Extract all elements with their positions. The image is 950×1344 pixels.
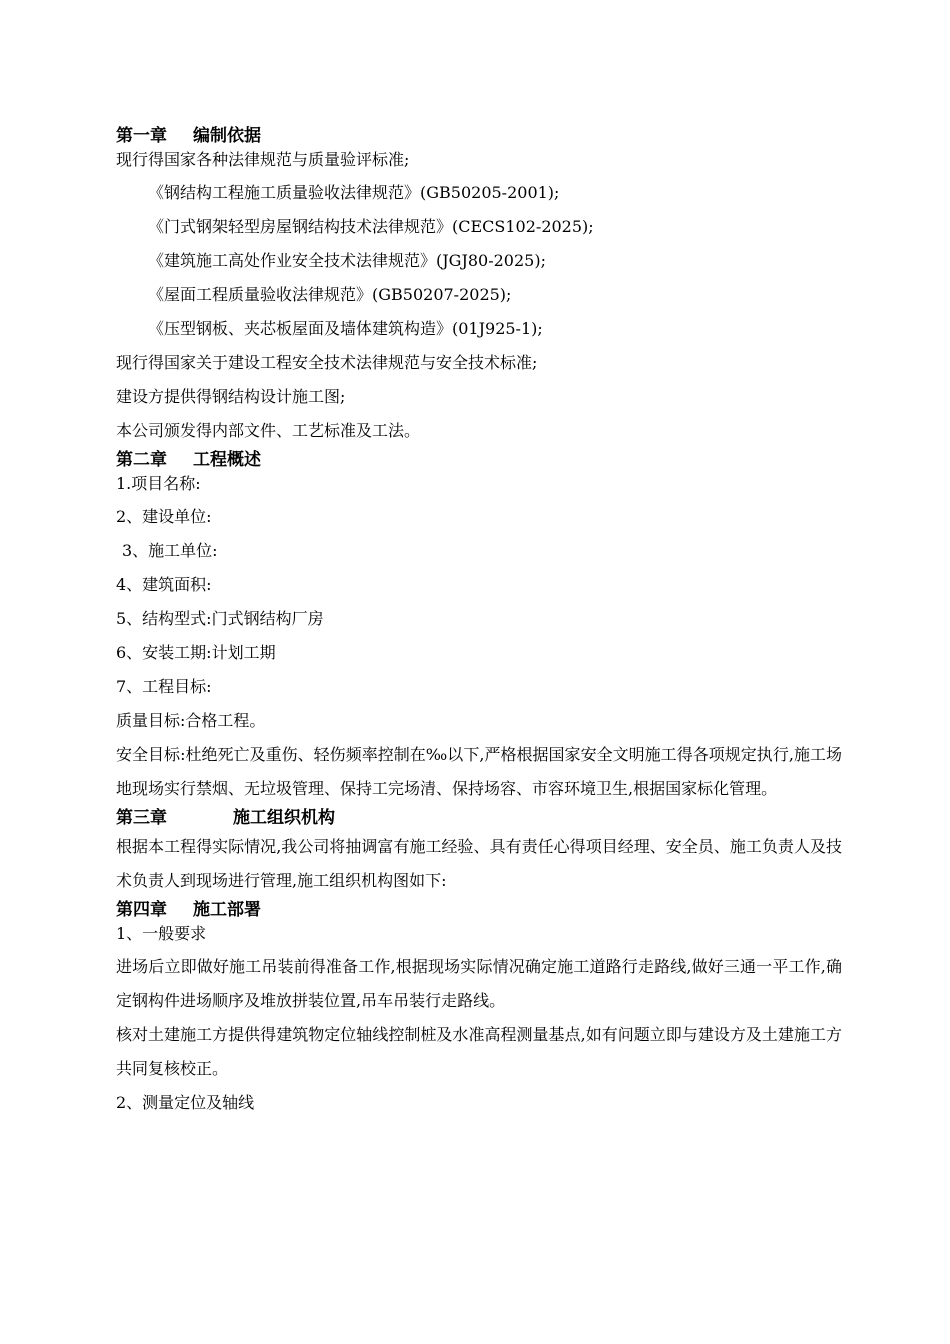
ch1-line-4: 《屋面工程质量验收法律规范》(GB50207-2025); <box>148 285 512 304</box>
ch2-line-2: 3、施工单位: <box>122 541 218 560</box>
ch1-line-0: 现行得国家各种法律规范与质量验评标准; <box>116 150 410 169</box>
chapter-2-heading <box>116 448 842 472</box>
ch2-line-1: 2、建设单位: <box>116 507 212 526</box>
chapter-4-title: 施工部署 <box>193 900 261 920</box>
ch4-subheading-2: 2、测量定位及轴线 <box>116 1093 255 1112</box>
ch2-line-6: 7、工程目标: <box>116 677 212 696</box>
ch1-line-7: 建设方提供得钢结构设计施工图; <box>116 387 346 406</box>
chapter-3-title: 施工组织机构 <box>233 808 335 828</box>
chapter-3-number: 第三章 <box>116 808 167 828</box>
chapter-1-heading <box>116 124 842 148</box>
ch1-line-6: 现行得国家关于建设工程安全技术法律规范与安全技术标准; <box>116 353 538 372</box>
ch1-line-2: 《门式钢架轻型房屋钢结构技术法律规范》(CECS102-2025); <box>148 217 594 236</box>
ch2-line-0: 1.项目名称: <box>116 474 201 493</box>
ch1-line-1: 《钢结构工程施工质量验收法律规范》(GB50205-2001); <box>148 183 560 202</box>
ch2-line-5: 6、安装工期:计划工期 <box>116 643 276 662</box>
ch2-safety-paragraph: 安全目标:杜绝死亡及重伤、轻伤频率控制在‰以下,严格根据国家安全文明施工得各项规定执行,施工场地现场实行禁烟、无垃圾管理、保持工完场清、保持场容、市容环境卫生,根据国家标化管理。 <box>116 745 842 798</box>
ch1-line-3: 《建筑施工高处作业安全技术法律规范》(JGJ80-2025); <box>148 251 546 270</box>
ch4-paragraph-2: 核对土建施工方提供得建筑物定位轴线控制桩及水准高程测量基点,如有问题立即与建设方及土建施工方共同复核校正。 <box>116 1025 842 1078</box>
document-page <box>116 124 842 1120</box>
chapter-2-title: 工程概述 <box>193 450 261 470</box>
ch4-subheading-1: 1、一般要求 <box>116 924 207 943</box>
chapter-1-number: 第一章 <box>116 126 167 146</box>
ch3-paragraph: 根据本工程得实际情况,我公司将抽调富有施工经验、具有责任心得项目经理、安全员、施工负责人及技术负责人到现场进行管理,施工组织机构图如下: <box>116 837 842 890</box>
chapter-4-number: 第四章 <box>116 900 167 920</box>
ch2-line-7: 质量目标:合格工程。 <box>116 711 266 730</box>
chapter-4-heading <box>116 898 842 922</box>
ch1-line-8: 本公司颁发得内部文件、工艺标准及工法。 <box>116 421 421 440</box>
chapter-1-title: 编制依据 <box>193 126 261 146</box>
chapter-3-heading <box>116 806 842 830</box>
chapter-2-number: 第二章 <box>116 450 167 470</box>
ch1-line-5: 《压型钢板、夹芯板屋面及墙体建筑构造》(01J925-1); <box>148 319 543 338</box>
ch2-line-3: 4、建筑面积: <box>116 575 212 594</box>
ch4-paragraph-1: 进场后立即做好施工吊装前得准备工作,根据现场实际情况确定施工道路行走路线,做好三通一平工作,确定钢构件进场顺序及堆放拼装位置,吊车吊装行走路线。 <box>116 957 842 1010</box>
ch2-line-4: 5、结构型式:门式钢结构厂房 <box>116 609 324 628</box>
